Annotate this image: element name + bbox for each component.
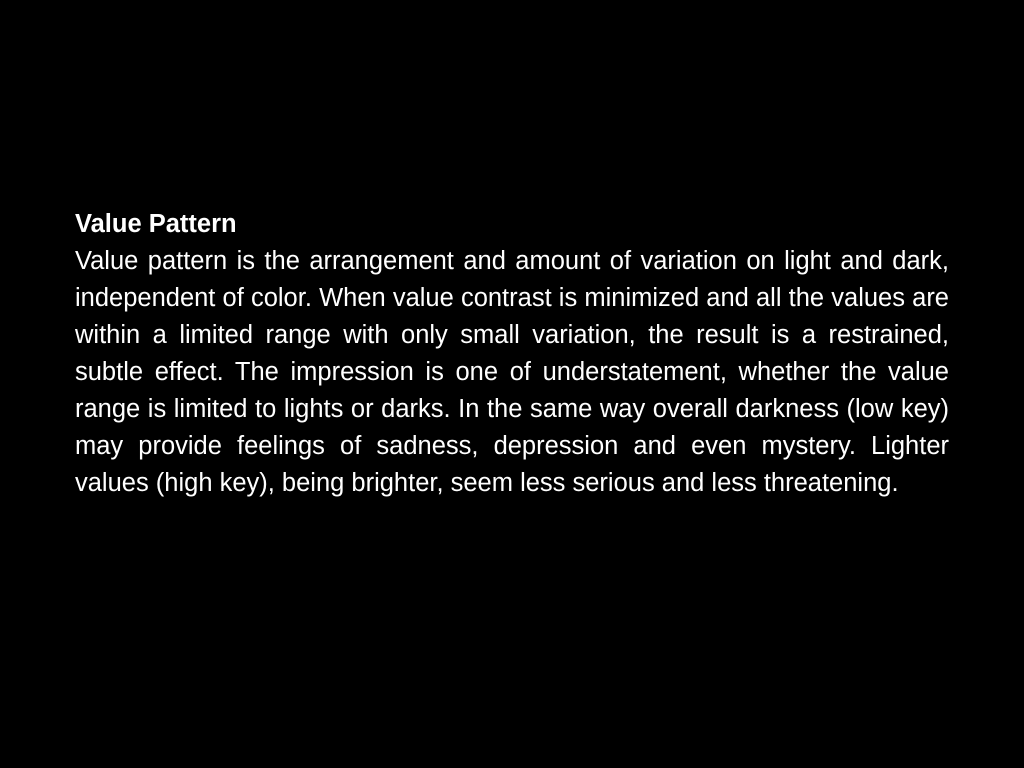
slide-heading: Value Pattern bbox=[75, 210, 237, 238]
slide-content bbox=[75, 206, 949, 502]
slide-body-text: Value pattern is the arrangement and amount of variation on light and dark, independent of color. When value contrast is minimized and all the values are within a limited range with only small variation, the result is a restrained, subtle effect. The impression is one of understatement, whether the value range is limited to lights or darks. In the same way overall darkness (low key) may provide feelings of sadness, depression and even mystery. Lighter values (high key), being brighter, seem less serious and less threatening. bbox=[75, 247, 949, 497]
